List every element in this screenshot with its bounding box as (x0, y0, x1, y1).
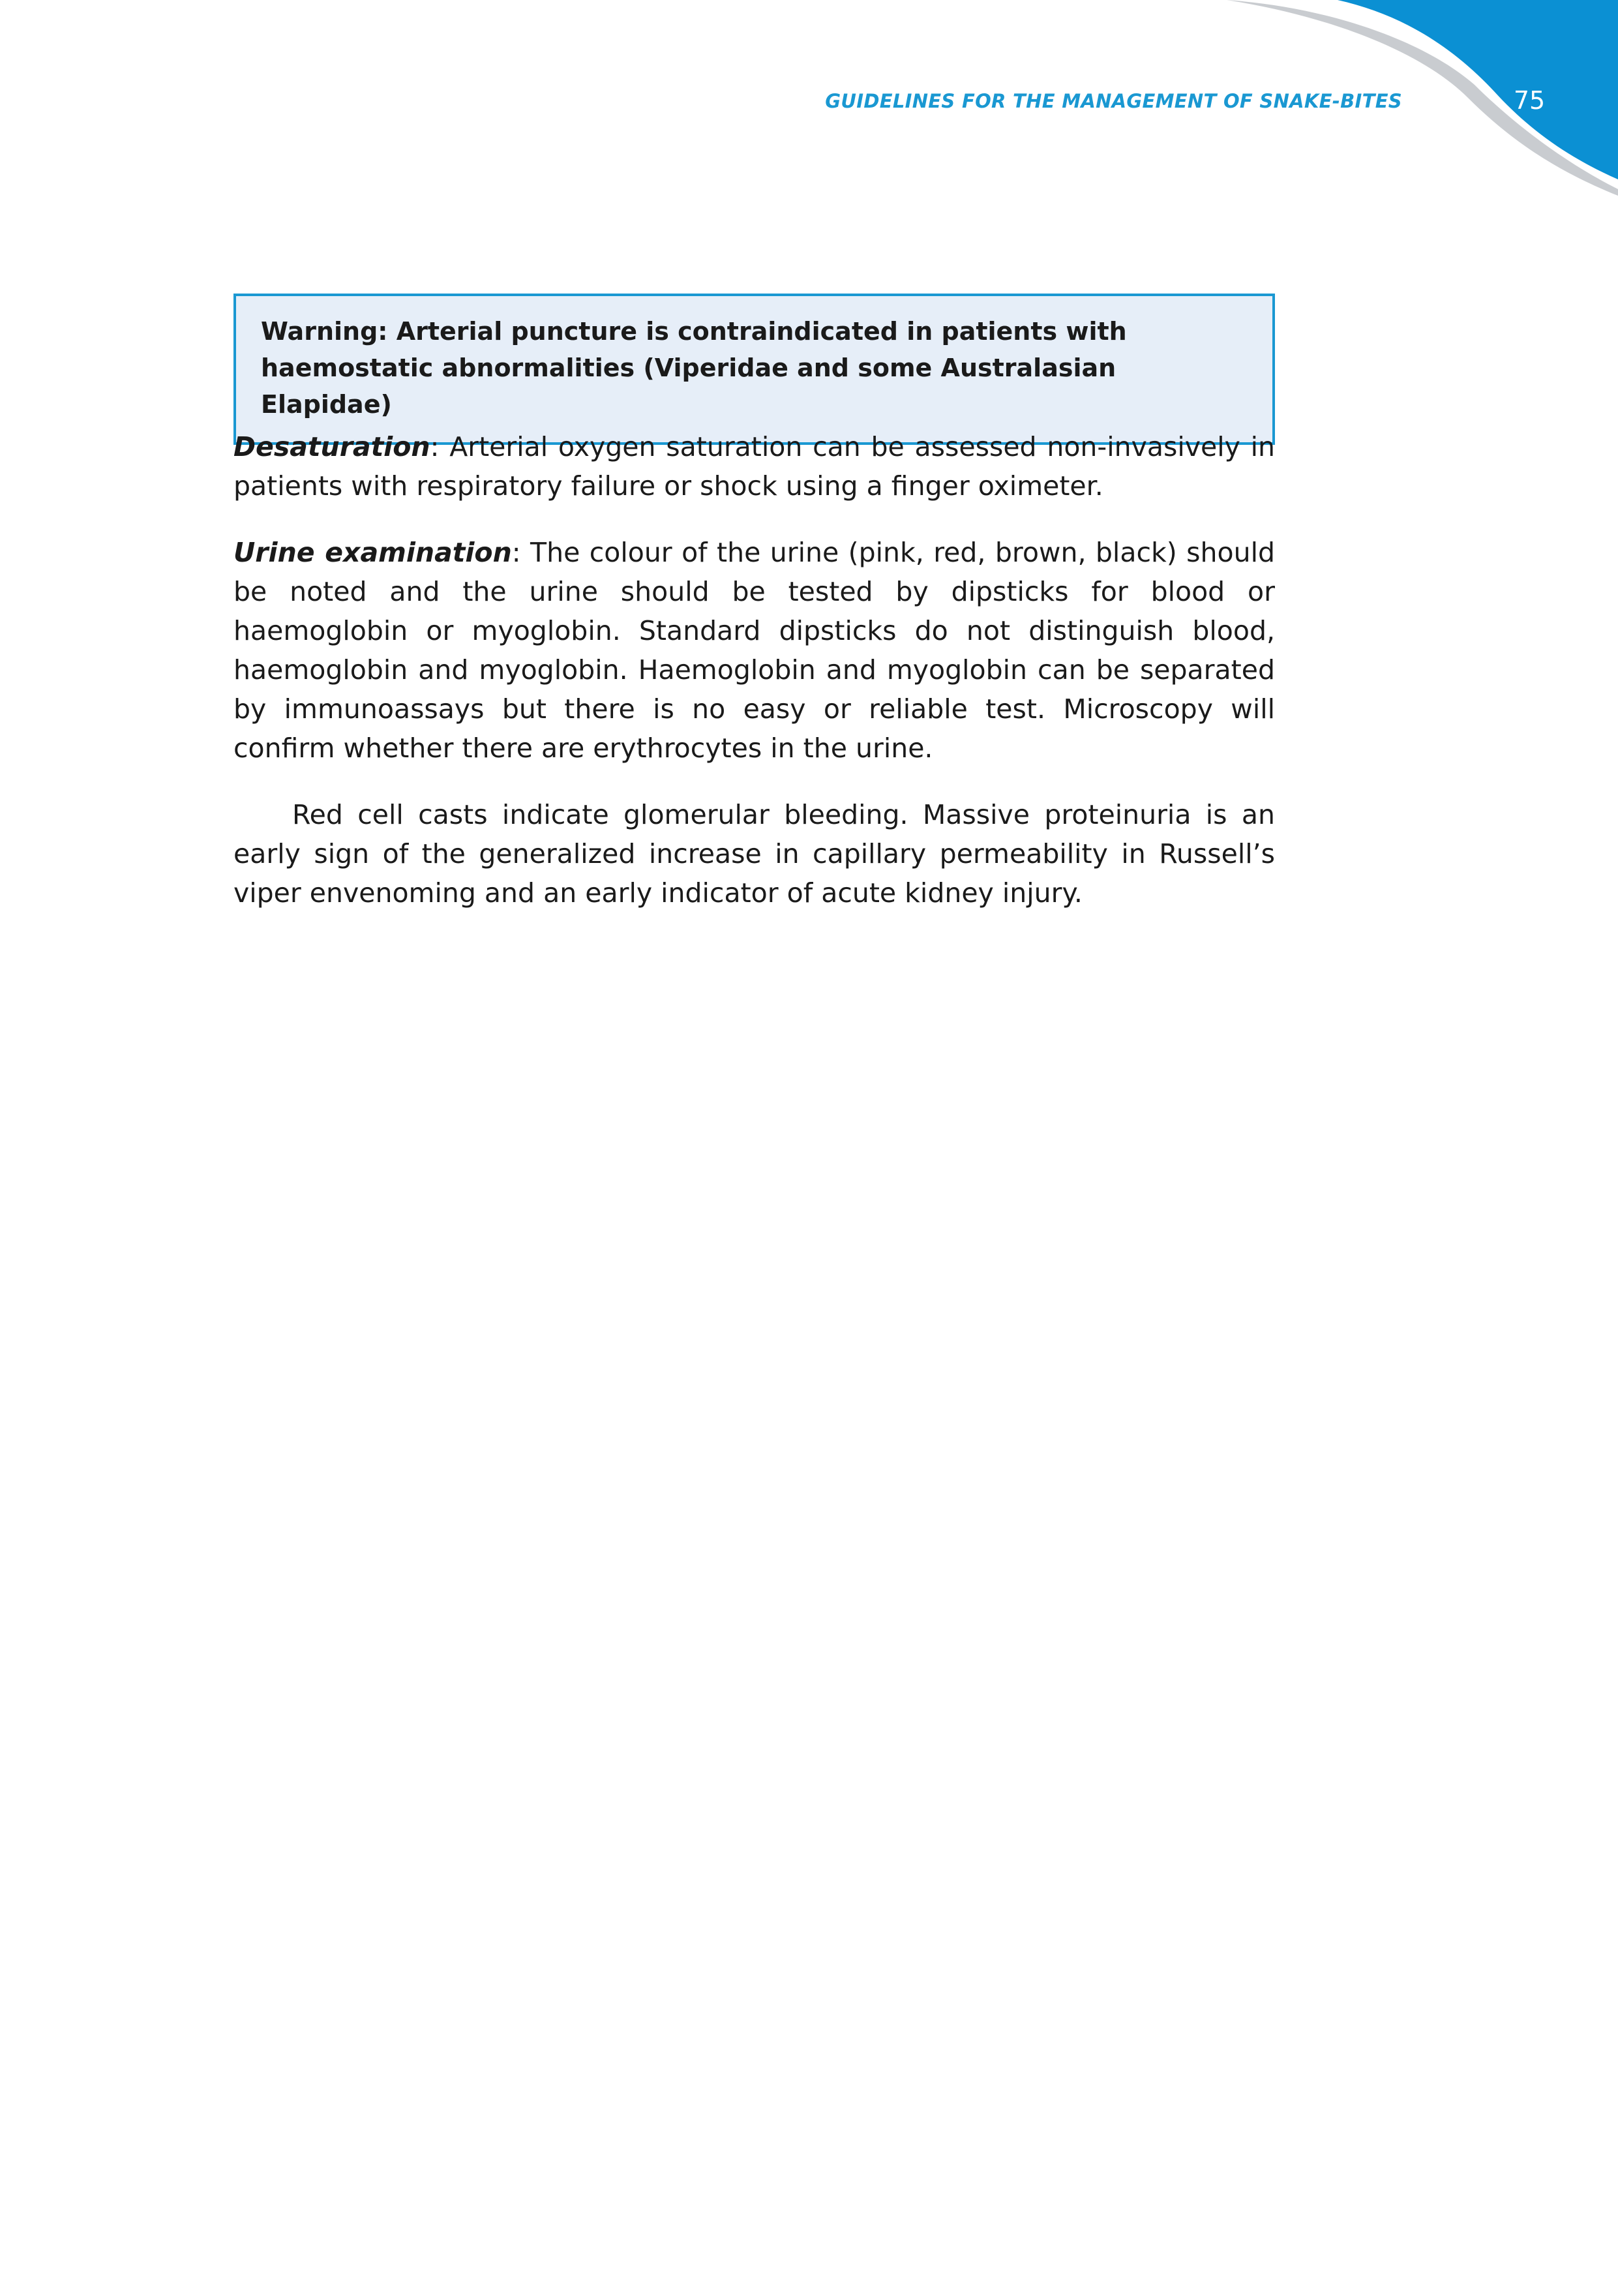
warning-box (233, 294, 1275, 445)
urine-examination-text: : The colour of the urine (pink, red, brown, black) should be noted and the urine should be tested by dipsticks for blood or haemoglobin or myoglobin. Standard dipsticks do not distinguish blood, haemoglobin and myoglobin. Haemoglobin and myoglobin can be separated by immunoassays but there is no easy or reliable test. Microscopy will confirm whether there are erythrocytes in the urine. (233, 537, 1275, 764)
page-number: 75 (1513, 86, 1546, 115)
term-desaturation: Desaturation (233, 431, 430, 462)
desaturation-text: : Arterial oxygen saturation can be assessed non-invasively in patients with respiratory failure or shock using a finger oximeter. (233, 431, 1275, 502)
paragraph-red-cell-casts (233, 795, 1275, 913)
warning-text: Warning: Arterial puncture is contraindicated in patients with haemostatic abnormalities (Viperidae and some Australasian Elapidae) (261, 317, 1127, 419)
red-cell-casts-text: Red cell casts indicate glomerular bleeding. Massive proteinuria is an early sign of the generalized increase in capillary permeability in Russell’s viper envenoming and an early indicator of acute kidney injury. (233, 799, 1275, 909)
term-urine-examination: Urine examination (233, 537, 512, 568)
paragraph-desaturation (233, 427, 1275, 506)
body-text (233, 427, 1275, 940)
paragraph-urine-examination (233, 533, 1275, 768)
running-header: GUIDELINES FOR THE MANAGEMENT OF SNAKE-BITES (825, 90, 1402, 112)
